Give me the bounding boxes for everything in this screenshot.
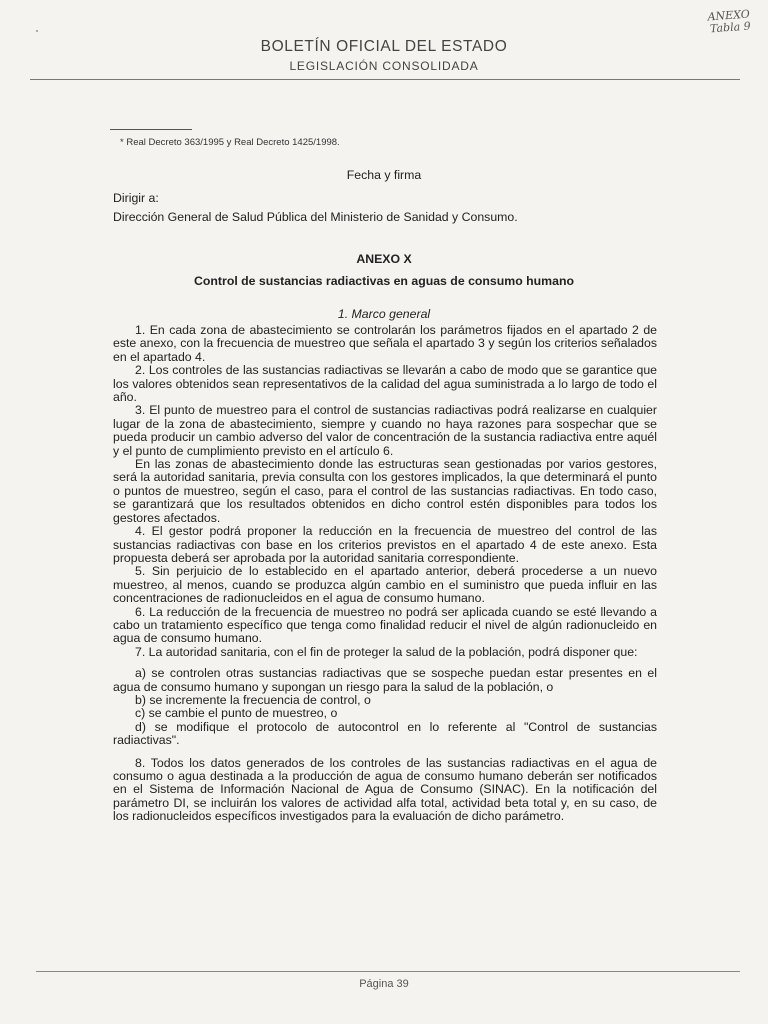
paragraph-3: 3. El punto de muestreo para el control de sustancias radiactivas podrá realizarse en cualquier lugar de la zona de abastecimiento, siempre y cuando no haya razones para sospechar que se pueda producir un cambio adverso del valor de concentración de la sustancia radiactiva entre aquél y el punto de cumplimiento previsto en el artículo 6.: [113, 403, 657, 458]
paragraph-6: 6. La reducción de la frecuencia de muestreo no podrá ser aplicada cuando se esté llevando a cabo un tratamiento específico que tenga como finalidad reducir el nivel de algún radionucleido en agua de consumo humano.: [113, 604, 657, 646]
paragraph-7: 7. La autoridad sanitaria, con el fin de proteger la salud de la población, podrá disponer que:: [135, 644, 638, 659]
body-text: [113, 324, 657, 824]
footer-divider: [36, 971, 740, 972]
annotation-line-1: ANEXO: [706, 7, 750, 24]
scan-speck: [36, 30, 38, 32]
handwritten-annotation: [707, 9, 751, 36]
list-item: c) se cambie el punto de muestreo, o: [135, 706, 338, 721]
list-item: a) se controlen otras sustancias radiactivas que se sospeche puedan estar presentes en el agua de consumo humano y supongan un riesgo para la salud de la población, o: [113, 666, 657, 694]
paragraph-5: 5. Sin perjuicio de lo establecido en el apartado anterior, deberá procederse a un nuevo muestreo, al menos, cuando se produzca algún cambio en el suministro que pueda influir en las concentraciones de radionucleidos en el agua de consumo humano.: [113, 564, 657, 606]
paragraph-3b: En las zonas de abastecimiento donde las estructuras sean gestionadas por varios gestores, será la autoridad sanitaria, previa consulta con los gestores implicados, la que determinará el punto o puntos de muestreo, según el caso, para el control de las sustancias radiactivas. En todo caso, se garantizará que los resultados obtenidos en dicho control estén disponibles para todos los gestores afectados.: [113, 457, 657, 525]
paragraph-2: 2. Los controles de las sustancias radiactivas se llevarán a cabo de modo que se garantice que los valores obtenidos sean representativos de la calidad del agua suministrada a lo largo de todo el año.: [113, 363, 657, 405]
gazette-title: BOLETÍN OFICIAL DEL ESTADO: [260, 38, 508, 55]
measures-list: [113, 667, 657, 747]
paragraph-1: 1. En cada zona de abastecimiento se controlarán los parámetros fijados en el apartado 2 de este anexo, con la frecuencia de muestreo que señala el apartado 3 y según los criterios señalados en el apartado 4.: [113, 323, 657, 364]
annex-title: ANEXO X: [356, 252, 412, 266]
header-divider: [30, 79, 740, 80]
list-item: b) se incremente la frecuencia de control, o: [135, 692, 371, 707]
annex-subtitle: Control de sustancias radiactivas en aguas de consumo humano: [194, 274, 574, 288]
page-header: [0, 38, 768, 73]
gazette-subtitle: LEGISLACIÓN CONSOLIDADA: [289, 59, 479, 73]
footnote-divider: [110, 129, 192, 130]
annotation-line-2: Tabla 9: [709, 19, 751, 36]
date-signature: Fecha y firma: [346, 168, 422, 182]
direct-to-label: Dirigir a:: [113, 191, 159, 205]
paragraph-8: 8. Todos los datos generados de los controles de las sustancias radiactivas en el agua de consumo o agua destinada a la producción de agua de consumo humano deberán ser notificados en el Sistema de Información Nacional de Agua de Consumo (SINAC). En la notificación del parámetro DI, se incluirán los valores de actividad alfa total, actividad beta total y, en su caso, de los radionucleidos específicos investigados para la evaluación de dicho parámetro.: [113, 755, 657, 824]
section-title: 1. Marco general: [337, 307, 431, 321]
list-item: d) se modifique el protocolo de autocontrol en lo referente al "Control de sustancias radiactivas".: [113, 719, 657, 748]
footnote: * Real Decreto 363/1995 y Real Decreto 1425/1998.: [120, 137, 340, 148]
recipient: Dirección General de Salud Pública del Ministerio de Sanidad y Consumo.: [113, 210, 518, 224]
page-number: Página 39: [359, 978, 409, 990]
paragraph-4: 4. El gestor podrá proponer la reducción en la frecuencia de muestreo del control de las sustancias radiactivas con base en los criterios previstos en el apartado 4 de este anexo. Esta propuesta deberá ser aprobada por la autoridad sanitaria correspondiente.: [113, 524, 657, 565]
